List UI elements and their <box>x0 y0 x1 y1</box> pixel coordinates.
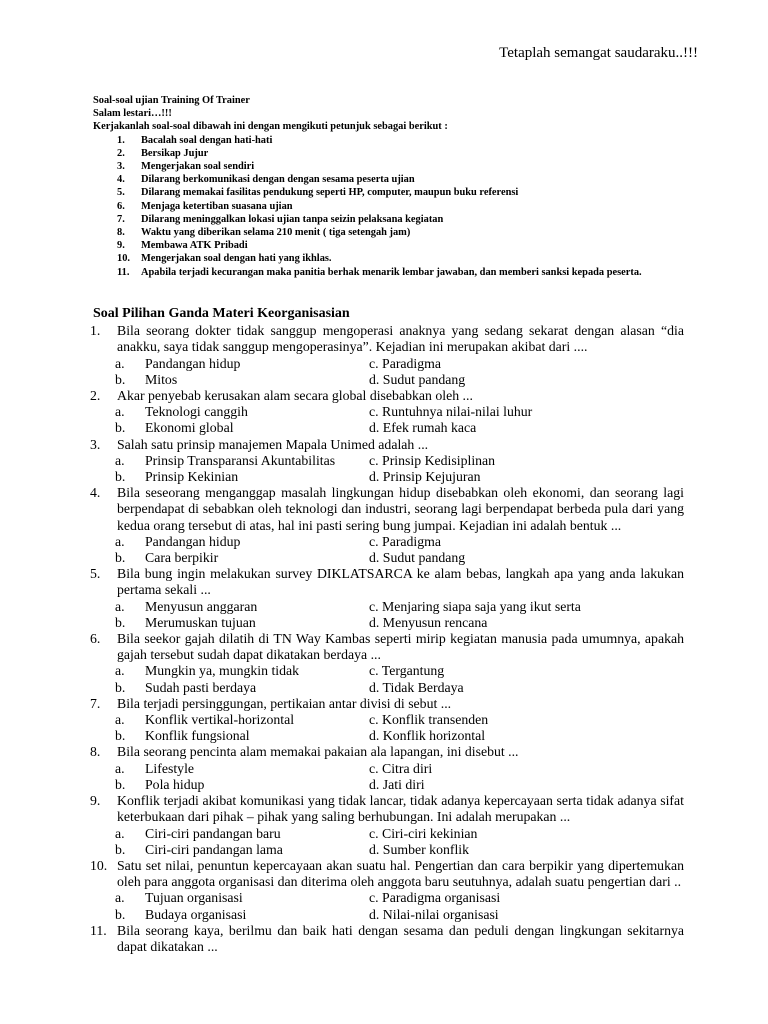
rule-item: 2. Bersikap Jujur <box>117 147 209 159</box>
options <box>115 534 684 566</box>
instruction-text: Kerjakanlah soal-soal dibawah ini dengan mengikuti petunjuk sebagai berikut : <box>93 121 448 133</box>
option-c: c. Menjaring siapa saja yang ikut serta <box>369 598 581 614</box>
option-d: d. Menyusun rencana <box>369 614 488 630</box>
rules-list <box>93 134 683 279</box>
option-c: c. Paradigma <box>369 355 442 371</box>
rule-item: 7. Dilarang meninggalkan lokasi ujian tanpa seizin pelaksana kegiatan <box>117 213 444 225</box>
question: 5. Bila bung ingin melakukan survey DIKLATSARCA ke alam bebas, langkah apa yang anda lakukan pertama sekali ... <box>90 566 684 598</box>
rule-item: 4. Dilarang berkomunikasi dengan dengan sesama peserta ujian <box>117 174 415 186</box>
option-b: b. Cara berpikir <box>115 550 219 566</box>
option-c: c. Ciri-ciri kekinian <box>369 825 478 841</box>
rule-item: 1. Bacalah soal dengan hati-hati <box>117 134 273 146</box>
options <box>115 826 684 858</box>
option-d: d. Konflik horizontal <box>369 728 486 744</box>
header-motivation-note: Tetaplah semangat saudaraku..!!! <box>499 45 698 61</box>
options <box>115 453 684 485</box>
option-c: c. Konflik transenden <box>369 712 489 728</box>
option-a: a. Lifestyle <box>115 760 195 776</box>
question: 4. Bila seseorang menganggap masalah lingkungan hidup disebabkan oleh ekonomi, dan seorang lagi berpendapat di sebabkan oleh teknologi dan industri, seorang lagi berpendapat berbeda pula dari yang kedua orang tersebut di atas, hal ini pasti sering bung jumpai. Kejadian ini adalah bentuk ... <box>90 485 684 533</box>
rule-item: 3. Mengerjakan soal sendiri <box>117 161 255 173</box>
option-d: d. Nilai-nilai organisasi <box>369 906 499 922</box>
option-a: a. Menyusun anggaran <box>115 598 258 614</box>
rule-item: 6. Menjaga ketertiban suasana ujian <box>117 200 293 212</box>
option-b: b. Konflik fungsional <box>115 728 250 744</box>
option-b: b. Ciri-ciri pandangan lama <box>115 841 283 857</box>
option-a: a. Konflik vertikal-horizontal <box>115 712 295 728</box>
option-c: c. Prinsip Kedisiplinan <box>369 452 496 468</box>
option-a: a. Pandangan hidup <box>115 355 241 371</box>
option-a: a. Pandangan hidup <box>115 533 241 549</box>
rule-item: 8. Waktu yang diberikan selama 210 menit ( tiga setengah jam) <box>117 227 411 239</box>
rule-item: 10. Mengerjakan soal dengan hati yang ikhlas. <box>117 253 332 265</box>
multiple-choice-section <box>90 306 684 955</box>
section-title: Soal Pilihan Ganda Materi Keorganisasian <box>93 306 350 321</box>
option-d: d. Sudut pandang <box>369 550 466 566</box>
option-c: c. Tergantung <box>369 663 445 679</box>
option-b: b. Merumuskan tujuan <box>115 614 256 630</box>
question: 2. Akar penyebab kerusakan alam secara global disebabkan oleh ... <box>90 388 473 404</box>
question: 3. Salah satu prinsip manajemen Mapala Unimed adalah ... <box>90 436 429 452</box>
options <box>115 761 684 793</box>
question: 7. Bila terjadi persinggungan, pertikaian antar divisi di sebut ... <box>90 695 452 711</box>
options <box>115 890 684 922</box>
option-b: b. Mitos <box>115 371 178 387</box>
option-d: d. Tidak Berdaya <box>369 679 464 695</box>
option-b: b. Pola hidup <box>115 776 205 792</box>
option-b: b. Sudah pasti berdaya <box>115 679 257 695</box>
option-a: a. Teknologi canggih <box>115 404 248 420</box>
question: 10. Satu set nilai, penuntun kepercayaan akan suatu hal. Pengertian dan cara berpikir yang dipertemukan oleh para anggota organisasi dan diterima oleh anggota baru seutuhnya, adalah suatu pengertian dari .. <box>90 857 684 890</box>
exam-instructions <box>93 94 683 279</box>
option-b: b. Budaya organisasi <box>115 906 247 922</box>
option-d: d. Prinsip Kejujuran <box>369 469 481 485</box>
option-d: d. Efek rumah kaca <box>369 420 477 436</box>
option-b: b. Prinsip Kekinian <box>115 469 239 485</box>
options <box>115 663 684 695</box>
option-a: a. Mungkin ya, mungkin tidak <box>115 663 300 679</box>
question: 8. Bila seorang pencinta alam memakai pakaian ala lapangan, ini disebut ... <box>90 744 519 760</box>
options <box>115 599 684 631</box>
option-a: a. Prinsip Transparansi Akuntabilitas <box>115 452 336 468</box>
rule-item: 9. Membawa ATK Pribadi <box>117 240 248 252</box>
option-b: b. Ekonomi global <box>115 420 234 436</box>
question: 6. Bila seekor gajah dilatih di TN Way Kambas seperti mirip kegiatan manusia pada umumnya, apakah gajah tersebut sudah dapat dikatakan berdaya ... <box>90 631 684 663</box>
question: 1. Bila seorang dokter tidak sanggup mengoperasi anaknya yang sedang sekarat dengan alasan “dia anakku, saya tidak sanggup mengoperasinya”. Kejadian ini merupakan akibat dari .... <box>90 323 684 355</box>
option-d: d. Jati diri <box>369 776 425 792</box>
option-c: c. Paradigma <box>369 533 442 549</box>
question: 9. Konflik terjadi akibat komunikasi yang tidak lancar, tidak adanya kepercayaan serta tidak adanya sifat keterbukaan dari pihak – pihak yang saling berhubungan. Ini adalah merupakan ... <box>90 793 684 825</box>
option-c: c. Runtuhnya nilai-nilai luhur <box>369 404 533 420</box>
question: 11. Bila seorang kaya, berilmu dan baik hati dengan sesama dan peduli dengan lingkungan sekitarnya dapat dikatakan ... <box>90 922 684 954</box>
options <box>115 404 684 436</box>
option-c: c. Citra diri <box>369 760 433 776</box>
exam-title: Soal-soal ujian Training Of Trainer <box>93 95 250 106</box>
options <box>115 712 684 744</box>
option-c: c. Paradigma organisasi <box>369 890 501 906</box>
greeting: Salam lestari…!!! <box>93 108 172 120</box>
option-d: d. Sumber konflik <box>369 841 470 857</box>
option-a: a. Tujuan organisasi <box>115 890 243 906</box>
options <box>115 356 684 388</box>
rule-item: 11. Apabila terjadi kecurangan maka panitia berhak menarik lembar jawaban, dan memberi sanksi kepada peserta. <box>117 266 642 278</box>
rule-item: 5. Dilarang memakai fasilitas pendukung seperti HP, computer, maupun buku referensi <box>117 187 519 199</box>
option-a: a. Ciri-ciri pandangan baru <box>115 825 281 841</box>
option-d: d. Sudut pandang <box>369 371 466 387</box>
